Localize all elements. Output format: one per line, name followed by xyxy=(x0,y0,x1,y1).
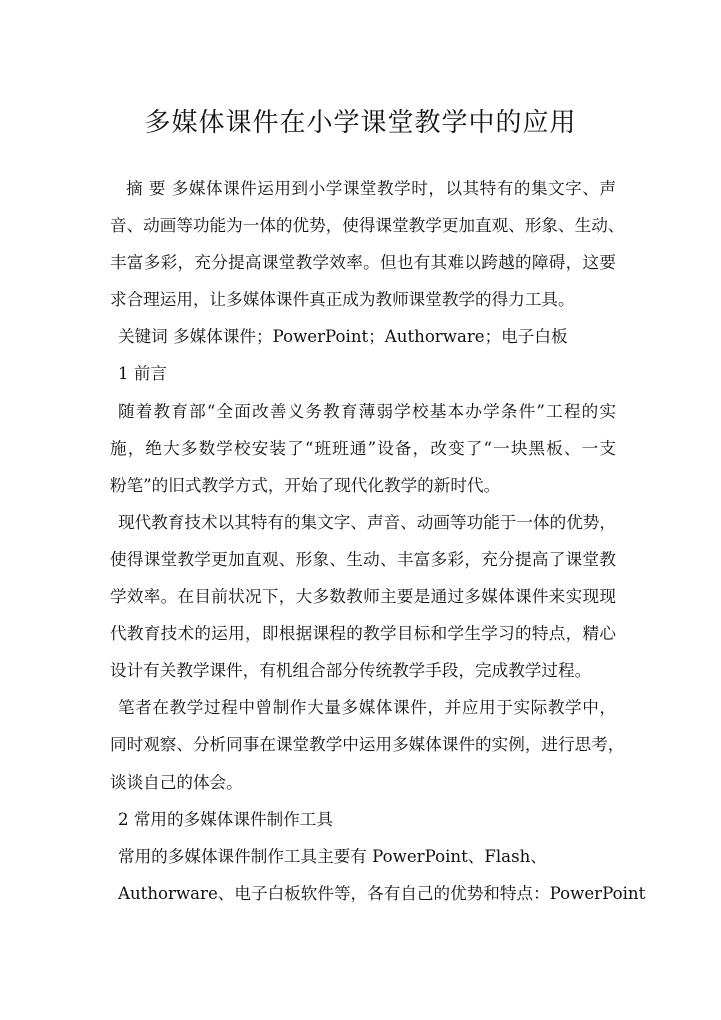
section-heading-2: 2 常用的多媒体课件制作工具 xyxy=(118,809,333,829)
paragraph-line: 谈谈自己的体会。 xyxy=(110,772,243,792)
paragraph-line: 常用的多媒体课件制作工具主要有 PowerPoint、Flash、 xyxy=(118,846,547,866)
paragraph-line: 学效率。在目前状况下，大多数教师主要是通过多媒体课件来实现现 xyxy=(110,587,616,607)
paragraph-line: 施，绝大多数学校安装了“班班通”设备，改变了“一块黑板、一支 xyxy=(110,438,616,458)
paragraph-line: 现代教育技术以其特有的集文字、声音、动画等功能于一体的优势， xyxy=(118,512,616,532)
paragraph-line: 使得课堂教学更加直观、形象、生动、丰富多彩，充分提高了课堂教 xyxy=(110,549,616,569)
abstract-line: 丰富多彩，充分提高课堂教学效率。但也有其难以跨越的障碍，这要 xyxy=(110,253,616,273)
abstract-line: 求合理运用，让多媒体课件真正成为教师课堂教学的得力工具。 xyxy=(110,290,575,310)
paragraph-line: 代教育技术的运用，即根据课程的教学目标和学生学习的特点，精心 xyxy=(110,624,616,644)
paragraph-line: 粉笔”的旧式教学方式，开始了现代化教学的新时代。 xyxy=(110,475,501,495)
paragraph-line: 同时观察、分析同事在课堂教学中运用多媒体课件的实例，进行思考， xyxy=(110,735,625,755)
section-heading-1: 1 前言 xyxy=(118,364,168,384)
paragraph-line: Authorware、电子白板软件等，各有自己的优势和特点：PowerPoint xyxy=(118,883,646,903)
abstract-line: 摘 要 多媒体课件运用到小学课堂教学时，以其特有的集文字、声 xyxy=(126,179,616,198)
paragraph-line: 笔者在教学过程中曾制作大量多媒体课件，并应用于实际教学中， xyxy=(118,698,616,718)
keywords-line: 关键词 多媒体课件；PowerPoint；Authorware；电子白板 xyxy=(118,327,568,347)
document-body xyxy=(110,170,646,912)
document-title: 多媒体课件在小学课堂教学中的应用 xyxy=(144,108,577,139)
paragraph-line: 随着教育部“全面改善义务教育薄弱学校基本办学条件”工程的实 xyxy=(118,401,616,421)
abstract-line: 音、动画等功能为一体的优势，使得课堂教学更加直观、形象、生动、 xyxy=(110,216,625,236)
paragraph-line: 设计有关教学课件，有机组合部分传统教学手段，完成教学过程。 xyxy=(110,661,592,681)
